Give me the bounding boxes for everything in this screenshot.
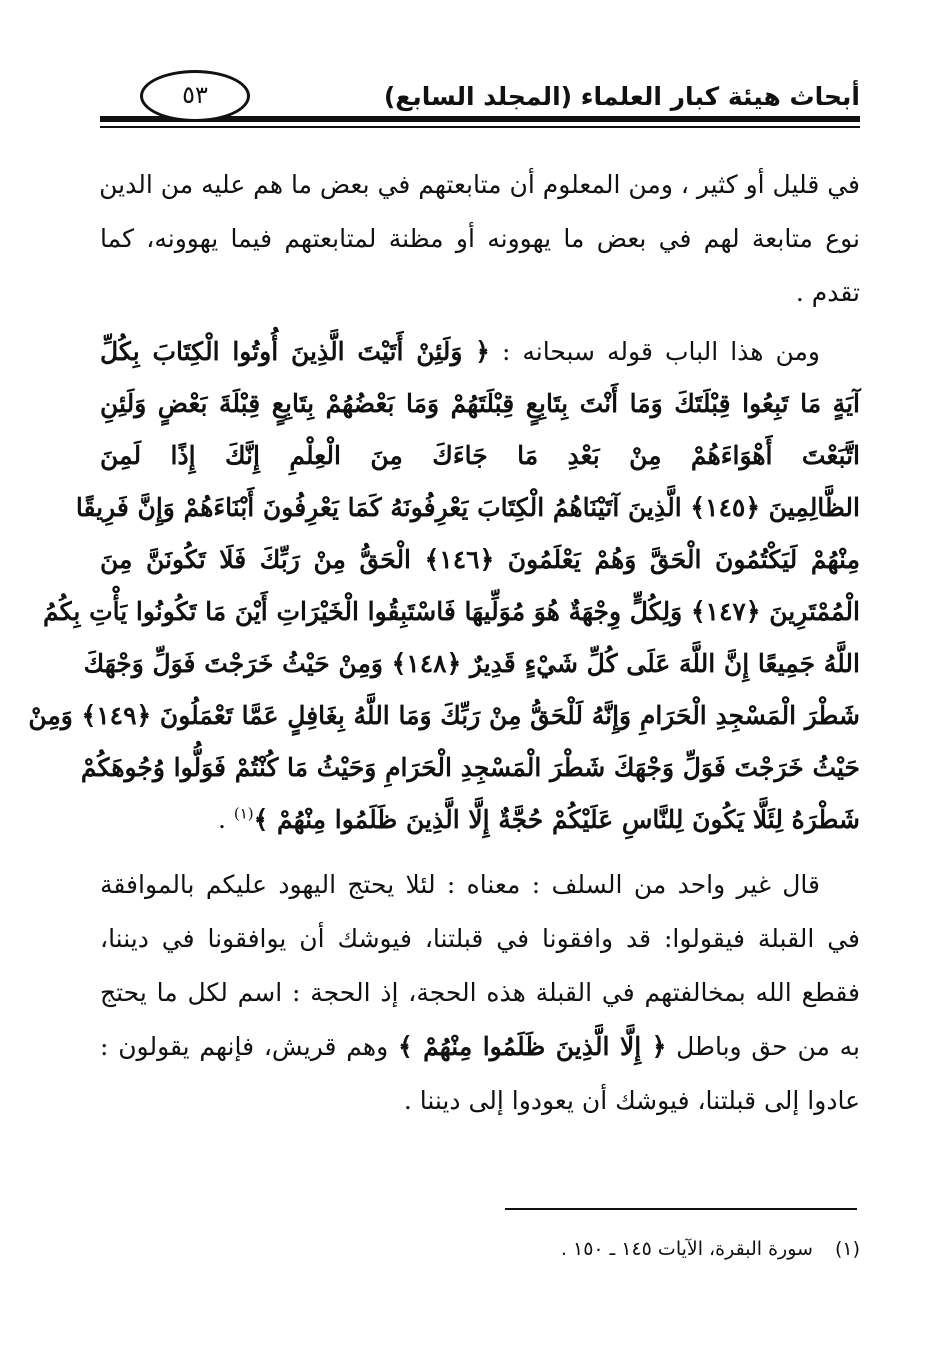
text-line: فقطع الله بمخالفتهم في القبلة هذه الحجة، إذ الحجة : اسم لكل ما يحتج	[100, 978, 860, 1007]
quran-verse-line: الظَّالِمِينَ ﴿١٤٥﴾ الَّذِينَ آتَيْنَاهُمُ الْكِتَابَ يَعْرِفُونَهُ كَمَا يَعْرِفُونَ أَبْنَاءَهُمْ وَإِنَّ فَرِيقًا	[75, 493, 860, 522]
text-line: نوع متابعة لهم في بعض ما يهوونه أو مظنة لمتابعتهم فيما يهوونه، كما	[100, 224, 860, 253]
text-line: تقدم .	[795, 278, 860, 307]
quran-verse-line: ﴿ وَلَئِنْ أَتَيْتَ الَّذِينَ أُوتُوا الْكِتَابَ بِكُلِّ	[100, 337, 490, 366]
quran-verse-line: مِنْهُمْ لَيَكْتُمُونَ الْحَقَّ وَهُمْ يَعْلَمُونَ ﴿١٤٦﴾ الْحَقُّ مِنْ رَبِّكَ فَلَا تَكُونَنَّ مِنَ	[100, 545, 860, 574]
text-line: عادوا إلى قبلتنا، فيوشك أن يعودوا إلى ديننا .	[403, 1086, 860, 1115]
paragraph-2	[28, 326, 860, 846]
quran-verse-line: شَطْرَهُ لِئَلَّا يَكُونَ لِلنَّاسِ عَلَيْكُمْ حُجَّةٌ إِلَّا الَّذِينَ ظَلَمُوا مِنْهُمْ ﴾	[253, 805, 860, 834]
quran-quote: ﴿ إِلَّا الَّذِينَ ظَلَمُوا مِنْهُمْ ﴾	[397, 1032, 667, 1061]
quran-verse-line: حَيْثُ خَرَجْتَ فَوَلِّ وَجْهَكَ شَطْرَ الْمَسْجِدِ الْحَرَامِ وَحَيْثُ مَا كُنْتُمْ فَوَلُّوا وُجُوهَكُمْ	[80, 753, 860, 782]
quran-verse-line: الْمُمْتَرِينَ ﴿١٤٧﴾ وَلِكُلٍّ وِجْهَةٌ هُوَ مُوَلِّيهَا فَاسْتَبِقُوا الْخَيْرَاتِ أَيْنَ مَا تَكُونُوا يَأْتِ بِكُمُ	[42, 597, 860, 626]
quran-verse-line: اتَّبَعْتَ أَهْوَاءَهُمْ مِنْ بَعْدِ مَا جَاءَكَ مِنَ الْعِلْمِ إِنَّكَ إِذًا لَمِنَ	[100, 441, 860, 470]
footnote-separator	[505, 1208, 857, 1210]
text-line	[100, 1020, 860, 1074]
text-segment: وهم قريش، فإنهم يقولون :	[100, 1032, 389, 1061]
text-line: في القبلة فيقولوا: قد وافقونا في قبلتنا، فيوشك أن يوافقونا في ديننا،	[100, 924, 860, 953]
paragraph-3	[100, 858, 860, 1128]
text-segment: به من حق وباطل	[676, 1032, 861, 1061]
text-line: قال غير واحد من السلف : معناه : لئلا يحتج اليهود عليكم بالموافقة	[100, 870, 820, 899]
intro-text: ومن هذا الباب قوله سبحانه :	[501, 337, 821, 366]
quran-verse-line: اللَّهُ جَمِيعًا إِنَّ اللَّهَ عَلَى كُلِّ شَيْءٍ قَدِيرٌ ﴿١٤٨﴾ وَمِنْ حَيْثُ خَرَجْتَ فَوَلِّ وَجْهَكَ	[83, 649, 860, 678]
page-number: ٥٣	[140, 70, 250, 122]
text-line	[100, 794, 860, 846]
quran-verse-line: شَطْرَ الْمَسْجِدِ الْحَرَامِ وَإِنَّهُ لَلْحَقُّ مِنْ رَبِّكَ وَمَا اللَّهُ بِغَافِلٍ عَمَّا تَعْمَلُونَ ﴿١٤٩﴾ وَمِنْ	[28, 701, 860, 730]
footnote	[100, 1234, 860, 1264]
footnote-number: (١)	[834, 1238, 860, 1260]
running-title: أبحاث هيئة كبار العلماء (المجلد السابع)	[383, 82, 860, 111]
footnote-text: سورة البقرة، الآيات ١٤٥ ـ ١٥٠ .	[560, 1238, 813, 1260]
paragraph-1	[100, 158, 860, 320]
quran-verse-line: آيَةٍ مَا تَبِعُوا قِبْلَتَكَ وَمَا أَنْتَ بِتَابِعٍ قِبْلَتَهُمْ وَمَا بَعْضُهُمْ بِتَابِعٍ قِبْلَةَ بَعْضٍ وَلَئِنِ	[100, 389, 860, 418]
text-line: في قليل أو كثير ، ومن المعلوم أن متابعتهم في بعض ما هم عليه من الدين	[99, 170, 860, 199]
text-line	[100, 326, 860, 378]
footnote-marker[interactable]: (١)	[233, 804, 254, 823]
sentence-end: .	[217, 805, 234, 834]
header-rule-thin	[100, 126, 860, 128]
page-header	[100, 70, 860, 130]
